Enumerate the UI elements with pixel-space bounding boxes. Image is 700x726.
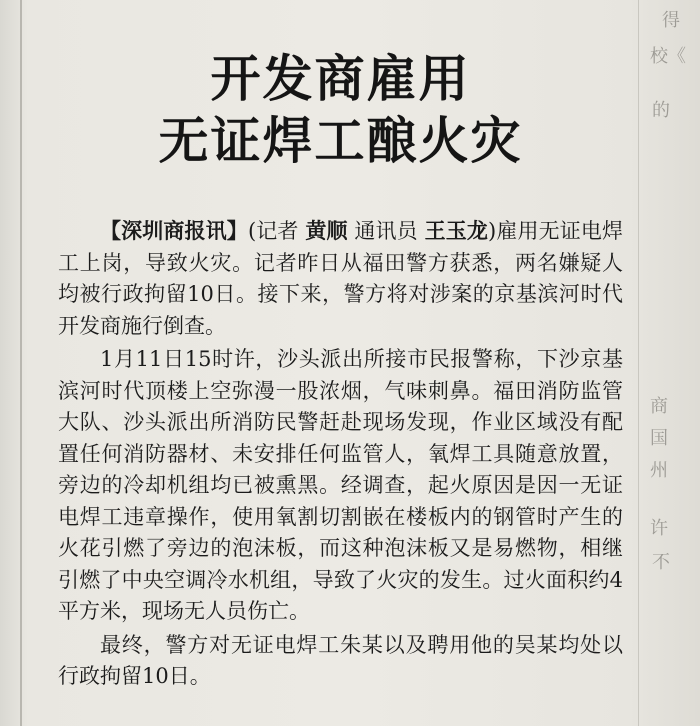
adjacent-column-fragment: 得 xyxy=(662,10,680,31)
correspondent-name: 王玉龙 xyxy=(424,219,489,243)
news-source-tag: 【深圳商报讯】 xyxy=(100,219,248,243)
article-headline xyxy=(58,48,623,172)
column-divider xyxy=(638,0,639,726)
adjacent-column-fragment: 商 xyxy=(650,396,668,417)
byline-close: ) xyxy=(488,219,497,243)
headline-line-1: 开发商雇用 xyxy=(210,50,471,108)
article-body xyxy=(58,216,623,693)
byline-open: (记者 xyxy=(247,219,306,243)
paragraph-lead-text: 雇用无证电焊工上岗，导致火灾。记者昨日从福田警方获悉，两名嫌疑人均被行政拘留10日。接下来，警方将对涉案的京基滨河时代开发商施行倒查。 xyxy=(58,219,624,338)
reporter-name: 黄顺 xyxy=(305,219,348,243)
headline-line-2: 无证焊工酿火灾 xyxy=(158,112,523,170)
adjacent-column-fragment: 不 xyxy=(652,552,670,573)
adjacent-column-fragment: 许 xyxy=(650,518,668,539)
adjacent-column-fragment: 校《 xyxy=(650,46,686,67)
adjacent-column-fragment: 的 xyxy=(652,100,670,121)
adjacent-column-fragment: 国 xyxy=(650,428,668,449)
paragraph-lead xyxy=(58,216,623,342)
fold-line xyxy=(20,0,22,726)
paragraph-details: 1月11日15时许，沙头派出所接市民报警称，下沙京基滨河时代顶楼上空弥漫一股浓烟，气味刺鼻。福田消防监管大队、沙头派出所消防民警赶赴现场发现，作业区域没有配置任何消防器材、未安排任何监管人，氧焊工具随意放置，旁边的冷却机组均已被熏黑。经调查，起火原因是因一无证电焊工违章操作，使用氧割切割嵌在楼板内的钢管时产生的火花引燃了旁边的泡沫板，而这种泡沫板又是易燃物，相继引燃了中央空调冷水机组，导致了火灾的发生。过火面积约4平方米，现场无人员伤亡。 xyxy=(58,347,623,623)
paragraph-conclusion: 最终，警方对无证电焊工朱某以及聘用他的吴某均处以行政拘留10日。 xyxy=(58,632,623,688)
news-article xyxy=(58,30,623,695)
adjacent-column-fragment: 州 xyxy=(650,460,668,481)
byline-mid: 通讯员 xyxy=(347,219,425,243)
